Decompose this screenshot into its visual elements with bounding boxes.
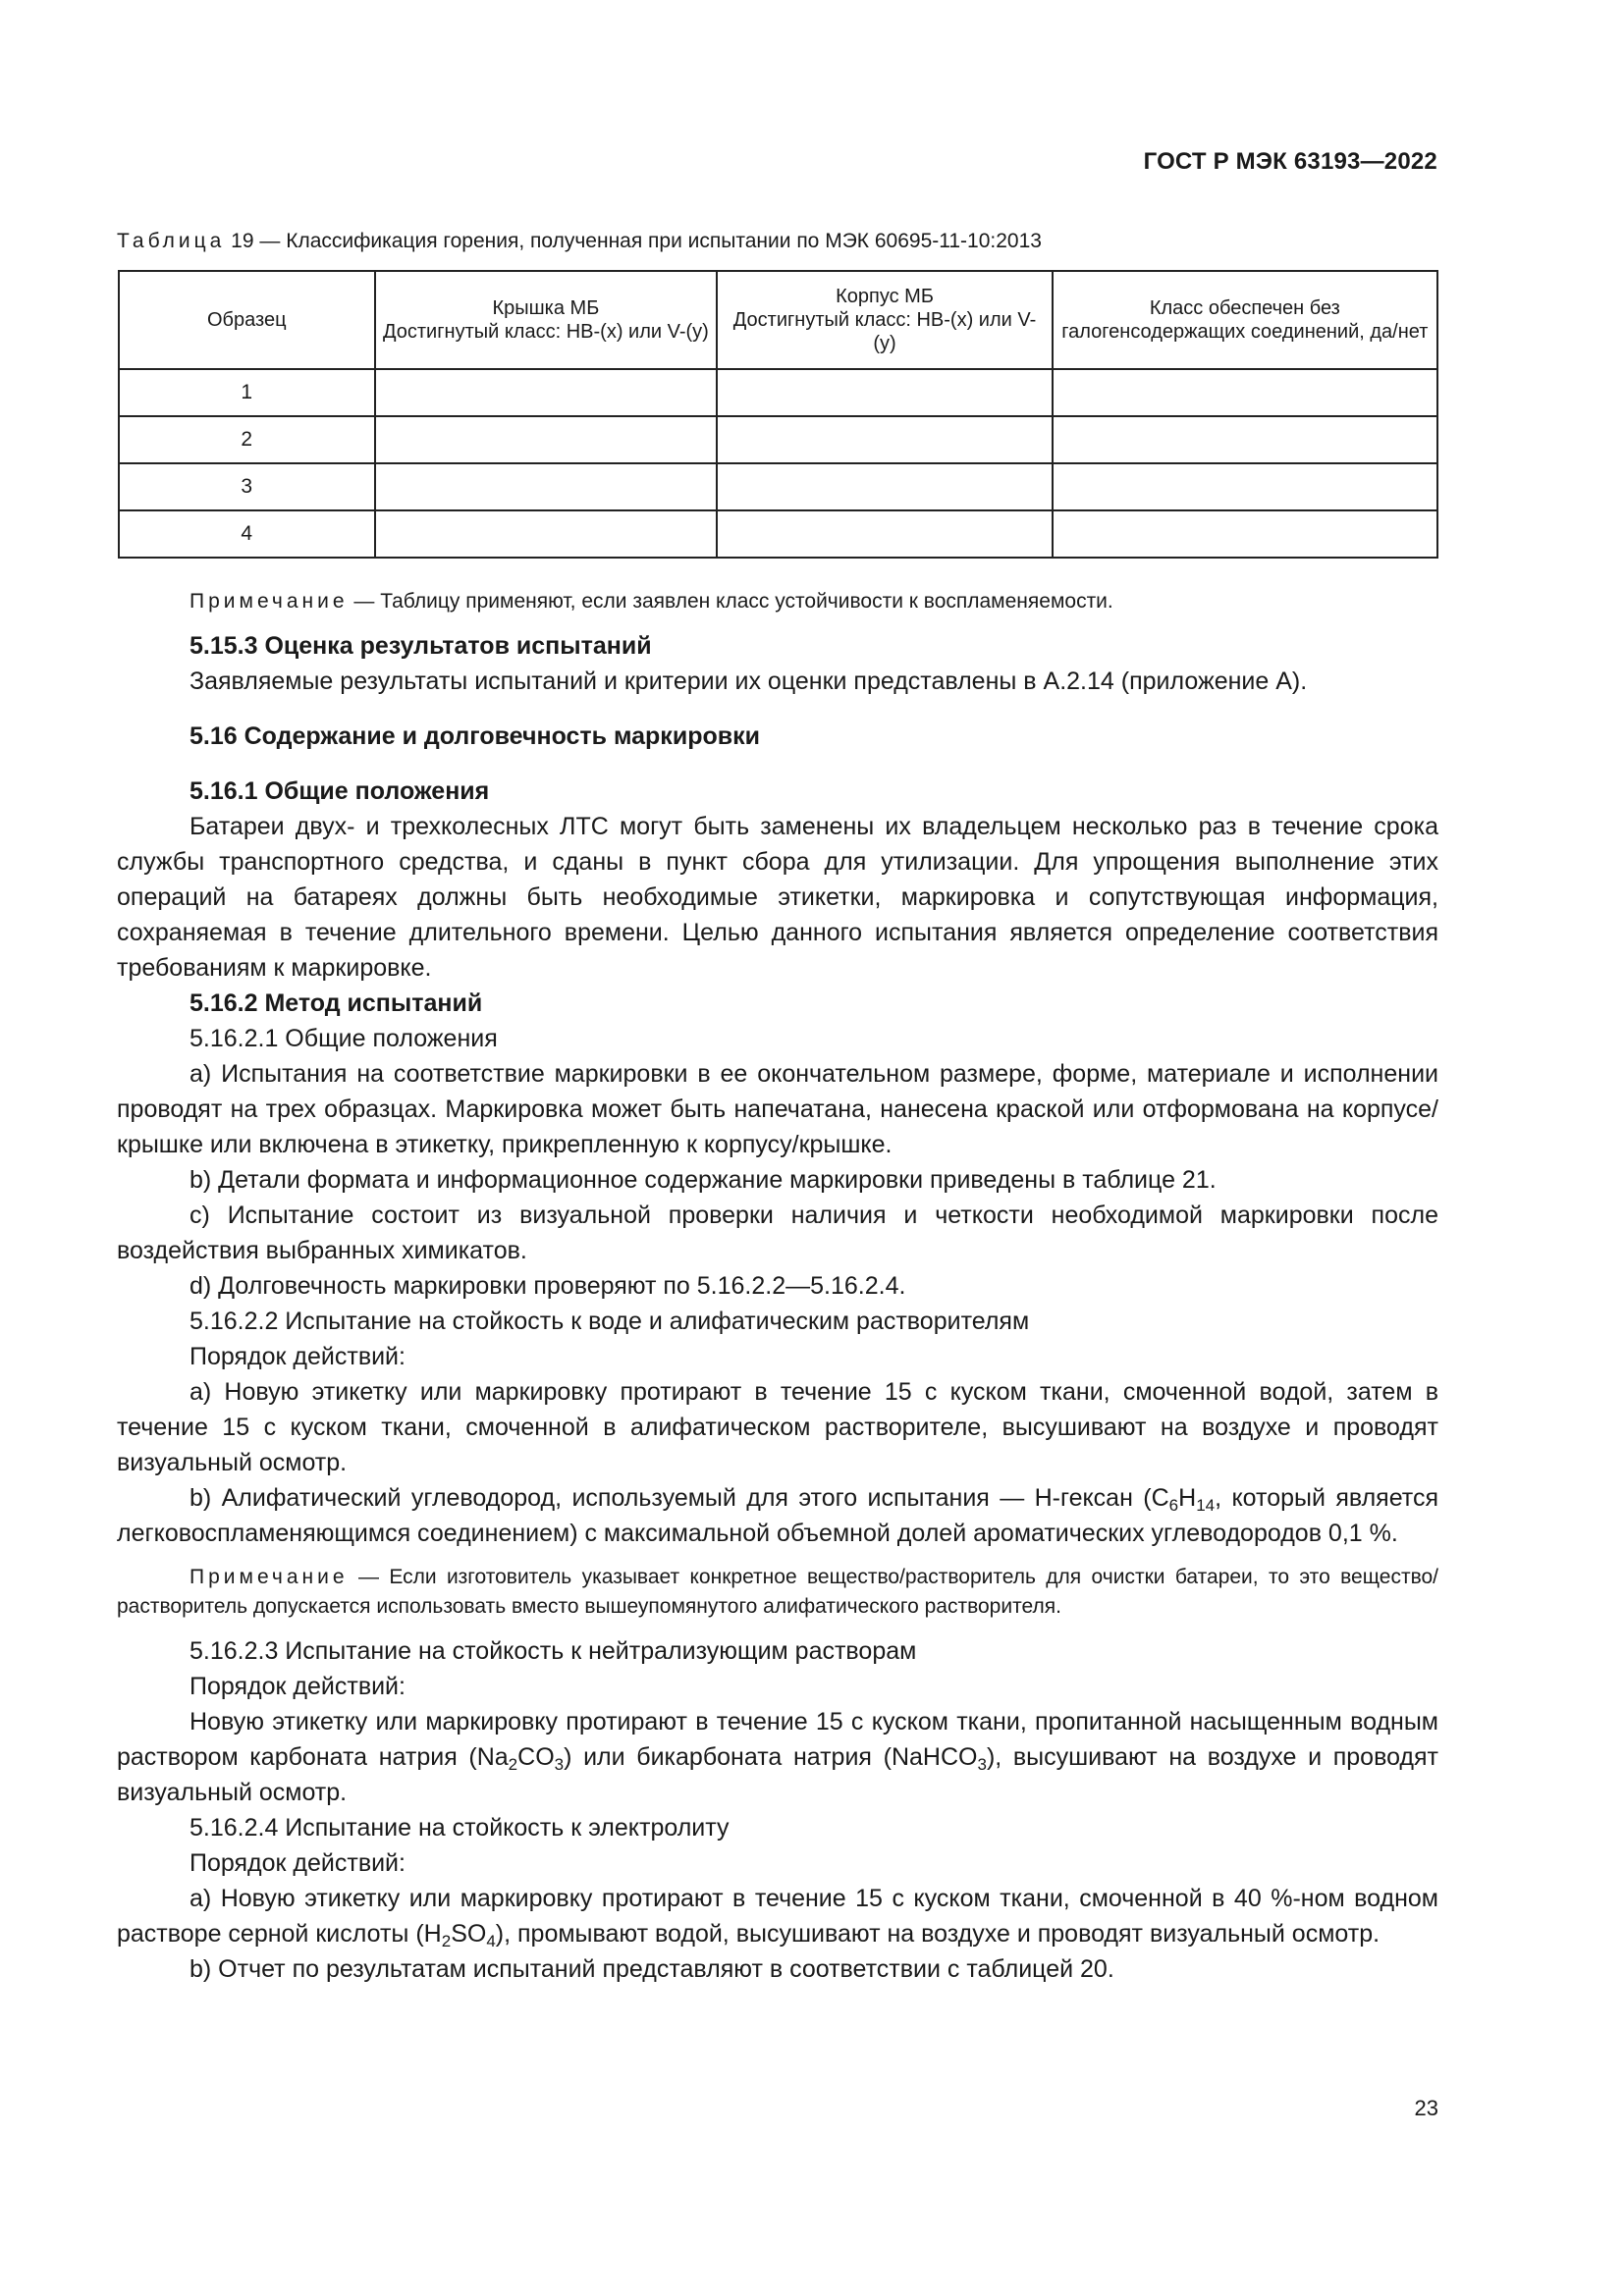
- note-text: — Если изготовитель указывает конкретное вещество/растворитель для очистки батареи, то это вещество/растворитель допускается использовать вместо вышеупомянутого алифатического растворителя.: [117, 1566, 1438, 1618]
- table-caption: [117, 230, 1042, 253]
- paragraph-5-16-2-1-d: d) Долговечность маркировки проверяют по 5.16.2.2—5.16.2.4.: [189, 1272, 906, 1300]
- paragraph-5-16-2-2-a: a) Новую этикетку или маркировку протирают в течение 15 с куском ткани, смоченной водой, затем в течение 15 с куском ткани, смоченной в алифатическом растворителе, высушивают на воздухе и проводят визуальный осмотр.: [117, 1378, 1438, 1476]
- sample-number-cell: 1: [119, 369, 375, 416]
- table-caption-title: 19 — Классификация горения, полученная при испытании по МЭК 60695-11-10:2013: [225, 230, 1042, 252]
- sample-number-cell: 3: [119, 463, 375, 510]
- sample-number-cell: 4: [119, 510, 375, 558]
- text-fragment: Новую этикетку или маркировку протирают в течение 15 с куском ткани, пропитанной насыщенным водным раствором карбоната натрия (Na: [117, 1708, 1438, 1771]
- subsection-title-5-16-2-2: 5.16.2.2 Испытание на стойкость к воде и алифатическим растворителям: [189, 1308, 1030, 1335]
- text-fragment: H: [1178, 1484, 1197, 1512]
- procedure-label-2: Порядок действий:: [189, 1673, 406, 1700]
- text-fragment: b) Алифатический углеводород, используемый для этого испытания — Н-гексан (C: [189, 1484, 1169, 1512]
- text-fragment: ), высушивают на воздухе и проводят визуальный осмотр.: [117, 1743, 1439, 1806]
- section-heading-5-16: 5.16 Содержание и долговечность маркировки: [189, 722, 760, 750]
- paragraph-5-16-2-1-b: b) Детали формата и информационное содержание маркировки приведены в таблице 21.: [189, 1166, 1217, 1194]
- table-row: [119, 416, 1437, 463]
- subscript: 3: [977, 1755, 987, 1774]
- table-row: [119, 369, 1437, 416]
- note-text: — Таблицу применяют, если заявлен класс устойчивости к воспламеняемости.: [348, 590, 1113, 613]
- text-fragment: , который является легковоспламеняющимся соединением) с максимальной объемной долей ароматических углеводородов 0,1 %.: [117, 1484, 1438, 1547]
- note-label: Примечание: [189, 590, 349, 613]
- section-text-5-16-1: Батареи двух- и трехколесных ЛТС могут быть заменены их владельцем несколько раз в течение срока службы транспортного средства, и сданы в пункт сбора для утилизации. Для упрощения выполнение этих операций на батареях должны быть необходимые этикетки, маркировка и сопутствующая информация, сохраняемая в течение длительного времени. Целью данного испытания является определение соответствия требованиям к маркировке.: [117, 813, 1438, 982]
- subscript: 14: [1196, 1496, 1216, 1515]
- procedure-label-1: Порядок действий:: [189, 1343, 406, 1370]
- table-cell: [1053, 510, 1437, 558]
- text-fragment: SO: [451, 1920, 487, 1948]
- table-caption-label: Таблица: [117, 230, 226, 252]
- subscript: 6: [1168, 1496, 1179, 1515]
- note-label: Примечание: [189, 1566, 349, 1588]
- subscript: 2: [508, 1755, 518, 1774]
- table-cell: [717, 369, 1052, 416]
- subsection-title-5-16-2-4: 5.16.2.4 Испытание на стойкость к электролиту: [189, 1814, 730, 1842]
- text-fragment: ) или бикарбоната натрия (NaHCO: [564, 1743, 978, 1771]
- table-cell: [375, 369, 718, 416]
- section-heading-5-16-2: 5.16.2 Метод испытаний: [189, 989, 483, 1017]
- table-cell: [375, 463, 718, 510]
- table-cell: [717, 510, 1052, 558]
- combustion-classification-table: [118, 270, 1438, 559]
- procedure-label-3: Порядок действий:: [189, 1849, 406, 1877]
- solvent-note: [117, 1563, 1438, 1622]
- table-cell: [1053, 463, 1437, 510]
- text-fragment: ), промывают водой, высушивают на воздухе и проводят визуальный осмотр.: [495, 1920, 1380, 1948]
- subsection-title-5-16-2-1: 5.16.2.1 Общие положения: [189, 1025, 498, 1052]
- subscript: 2: [441, 1932, 452, 1950]
- table-row: [119, 510, 1437, 558]
- subsection-title-5-16-2-3: 5.16.2.3 Испытание на стойкость к нейтрализующим растворам: [189, 1637, 917, 1665]
- paragraph-5-16-2-1-a: a) Испытания на соответствие маркировки в ее окончательном размере, форме, материале и исполнении проводят на трех образцах. Маркировка может быть напечатана, нанесена краской или отформована на корпусе/крышке или включена в этикетку, прикрепленную к корпусу/крышке.: [117, 1060, 1438, 1158]
- table-row: [119, 463, 1437, 510]
- sample-number-cell: 2: [119, 416, 375, 463]
- subscript: 3: [554, 1755, 565, 1774]
- column-header-halogen-free: Класс обеспечен без галогенсодержащих соединений, да/нет: [1053, 271, 1437, 369]
- text-fragment: CO: [517, 1743, 555, 1771]
- paragraph-5-16-2-4-b: b) Отчет по результатам испытаний представляют в соответствии с таблицей 20.: [189, 1955, 1114, 1983]
- paragraph-5-16-2-4-a: [117, 1881, 1438, 1951]
- table-header-row: [119, 271, 1437, 369]
- table-cell: [375, 510, 718, 558]
- table-body: [119, 369, 1437, 558]
- section-heading-5-16-1: 5.16.1 Общие положения: [189, 777, 490, 805]
- table-cell: [1053, 369, 1437, 416]
- column-header-sample: Образец: [119, 271, 375, 369]
- section-heading-5-15-3: 5.15.3 Оценка результатов испытаний: [189, 632, 652, 660]
- section-text-5-15-3: Заявляемые результаты испытаний и критерии их оценки представлены в А.2.14 (приложение А).: [189, 667, 1308, 695]
- subscript: 4: [486, 1932, 496, 1950]
- column-header-case: Корпус МБ Достигнутый класс: НВ-(x) или V-(y): [717, 271, 1052, 369]
- paragraph-5-16-2-3: [117, 1704, 1438, 1810]
- page-number: 23: [1414, 2096, 1438, 2120]
- table-cell: [1053, 416, 1437, 463]
- paragraph-5-16-2-2-b: [117, 1480, 1438, 1551]
- column-header-cover: Крышка МБ Достигнутый класс: НВ-(x) или V-(y): [375, 271, 718, 369]
- text-fragment: a) Новую этикетку или маркировку протирают в течение 15 с куском ткани, смоченной в 40 %-ном водном растворе серной кислоты (H: [117, 1885, 1438, 1948]
- table-cell: [375, 416, 718, 463]
- table-cell: [717, 416, 1052, 463]
- document-body: [117, 587, 1438, 1987]
- table-cell: [717, 463, 1052, 510]
- paragraph-5-16-2-1-c: c) Испытание состоит из визуальной проверки наличия и четкости необходимой маркировки после воздействия выбранных химикатов.: [117, 1201, 1438, 1264]
- table-note: [117, 587, 1438, 616]
- page-header-standard-code: ГОСТ Р МЭК 63193—2022: [1143, 148, 1437, 175]
